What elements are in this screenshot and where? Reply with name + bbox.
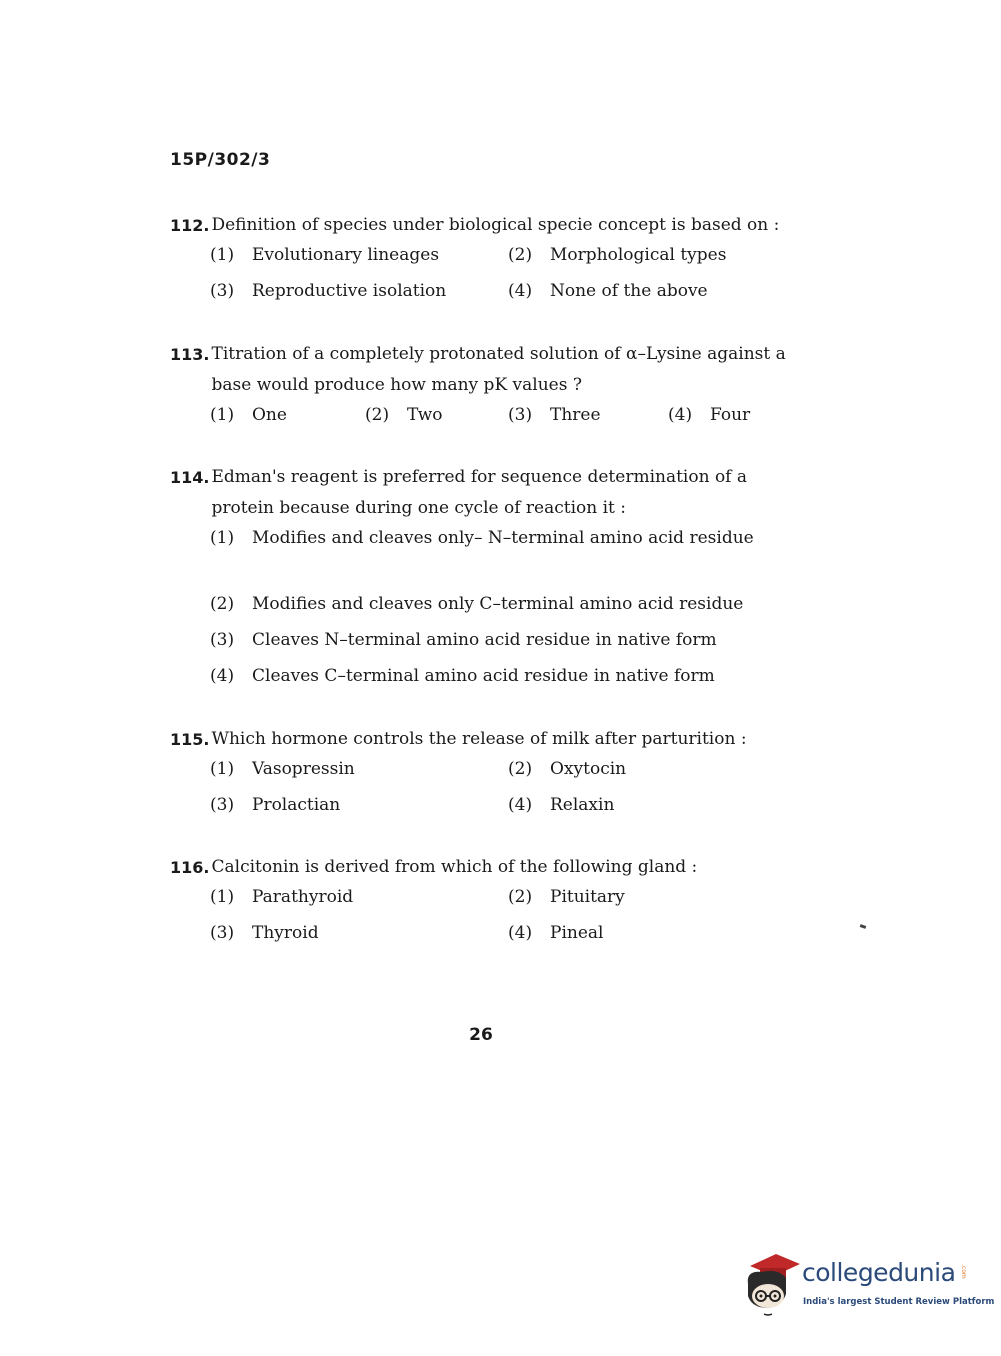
- collegedunia-logo: [742, 1250, 995, 1320]
- option-1: [210, 245, 439, 265]
- option-text: Modifies and cleaves only C–terminal amino acid residue: [252, 594, 744, 614]
- option-label: (1): [210, 245, 235, 265]
- question-115: [170, 724, 810, 831]
- option-label: (4): [508, 795, 533, 815]
- option-3: [508, 405, 601, 425]
- question-stem: [170, 210, 810, 241]
- logo-com-text: .com: [960, 1264, 967, 1279]
- option-text: Oxytocin: [550, 759, 627, 779]
- option-label: (4): [508, 281, 533, 301]
- option-3: [210, 923, 319, 943]
- logo-brand-text: collegedunia: [802, 1258, 956, 1287]
- options: [210, 759, 810, 831]
- options: [210, 528, 810, 702]
- option-text: Relaxin: [550, 795, 615, 815]
- options: [210, 245, 810, 317]
- options: [210, 405, 810, 441]
- option-1: [210, 528, 754, 548]
- option-text: Four: [710, 405, 751, 425]
- option-text: One: [252, 405, 287, 425]
- option-2: [210, 594, 743, 614]
- option-1: [210, 887, 353, 907]
- question-text: Definition of species under biological specie concept is based on :: [211, 215, 780, 235]
- option-2: [365, 405, 443, 425]
- option-label: (3): [210, 923, 235, 943]
- option-label: (1): [210, 759, 235, 779]
- option-4: [210, 666, 715, 686]
- option-label: (3): [210, 795, 235, 815]
- option-text: Morphological types: [550, 245, 727, 265]
- question-stem: [170, 339, 810, 401]
- option-label: (4): [668, 405, 693, 425]
- option-text: Cleaves C–terminal amino acid residue in native form: [252, 666, 715, 686]
- question-number: 113.: [170, 345, 210, 364]
- question-stem: [170, 462, 810, 524]
- option-label: (1): [210, 528, 235, 548]
- option-1: [210, 759, 355, 779]
- question-number: 116.: [170, 858, 210, 877]
- option-3: [210, 630, 717, 650]
- question-number: 114.: [170, 468, 210, 487]
- option-label: (3): [508, 405, 533, 425]
- option-text: Reproductive isolation: [252, 281, 447, 301]
- option-label: (4): [508, 923, 533, 943]
- option-text: Modifies and cleaves only– N–terminal amino acid residue: [252, 528, 754, 548]
- scan-speck: [860, 924, 867, 929]
- option-label: (2): [508, 887, 533, 907]
- option-label: (2): [508, 759, 533, 779]
- option-3: [210, 795, 340, 815]
- option-text: Prolactian: [252, 795, 341, 815]
- page-number: 26: [469, 1025, 493, 1045]
- option-text: Three: [550, 405, 601, 425]
- option-label: (2): [508, 245, 533, 265]
- question-112: [170, 210, 810, 317]
- question-text: Which hormone controls the release of milk after parturition :: [211, 729, 747, 749]
- option-4: [508, 923, 603, 943]
- option-text: Parathyroid: [252, 887, 354, 907]
- option-text: Cleaves N–terminal amino acid residue in native form: [252, 630, 717, 650]
- option-text: Pineal: [550, 923, 604, 943]
- option-label: (1): [210, 405, 235, 425]
- question-text: Edman's reagent is preferred for sequence determination of a protein because during one cycle of reaction it :: [211, 467, 748, 518]
- question-116: [170, 852, 810, 959]
- question-text: Titration of a completely protonated solution of α–Lysine against a base would produce how many pK values ?: [211, 344, 786, 395]
- option-4: [508, 795, 614, 815]
- option-4: [508, 281, 708, 301]
- option-text: Two: [407, 405, 443, 425]
- options: [210, 887, 810, 959]
- option-1: [210, 405, 287, 425]
- option-label: (4): [210, 666, 235, 686]
- option-text: Pituitary: [550, 887, 625, 907]
- option-text: None of the above: [550, 281, 708, 301]
- question-114: [170, 462, 810, 702]
- option-label: (1): [210, 887, 235, 907]
- question-text: Calcitonin is derived from which of the following gland :: [211, 857, 698, 877]
- logo-tagline: India's largest Student Review Platform: [803, 1297, 995, 1307]
- option-label: (3): [210, 630, 235, 650]
- question-113: [170, 339, 810, 441]
- option-label: (3): [210, 281, 235, 301]
- option-text: Thyroid: [252, 923, 319, 943]
- question-number: 115.: [170, 730, 210, 749]
- paper-code: 15P/302/3: [170, 150, 271, 170]
- option-2: [508, 759, 626, 779]
- option-label: (2): [210, 594, 235, 614]
- option-text: Vasopressin: [252, 759, 355, 779]
- option-3: [210, 281, 446, 301]
- option-label: (2): [365, 405, 390, 425]
- option-text: Evolutionary lineages: [252, 245, 440, 265]
- option-2: [508, 245, 726, 265]
- mascot-icon: [742, 1250, 802, 1320]
- question-stem: [170, 724, 810, 755]
- option-4: [668, 405, 750, 425]
- question-stem: [170, 852, 810, 883]
- question-number: 112.: [170, 216, 210, 235]
- option-2: [508, 887, 625, 907]
